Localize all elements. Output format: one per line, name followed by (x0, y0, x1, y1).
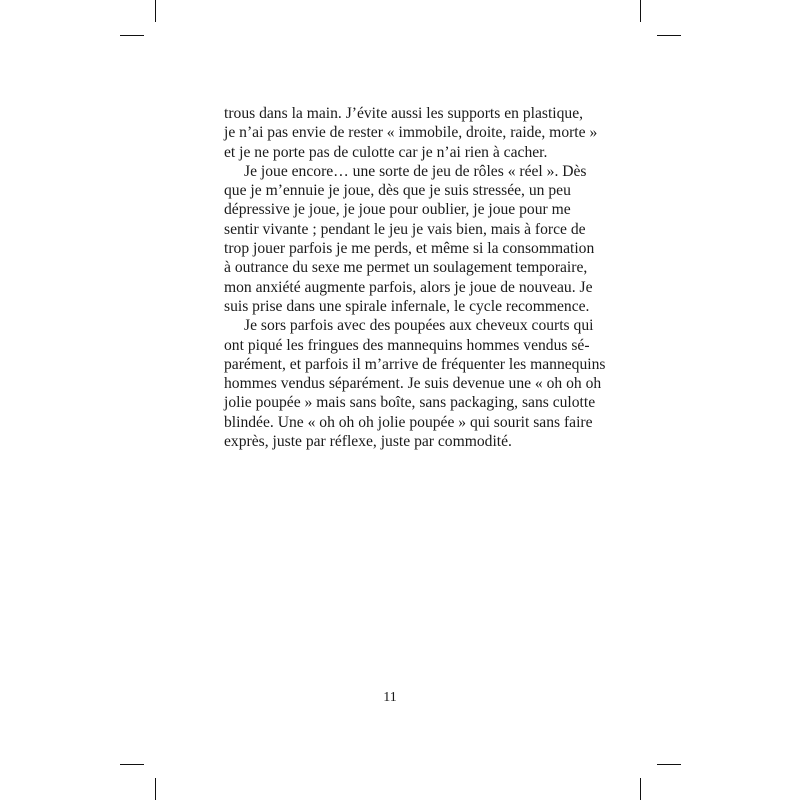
crop-mark-top-left-horizontal (120, 35, 144, 36)
paragraph-1 (224, 104, 598, 162)
crop-mark-top-left-vertical (155, 0, 156, 22)
text-line: blindée. Une « oh oh oh jolie poupée » qui sourit sans faire (224, 413, 593, 431)
crop-mark-bottom-right-vertical (640, 778, 641, 800)
text-line: hommes vendus séparément. Je suis devenue une « oh oh oh (224, 375, 602, 393)
crop-mark-top-right-horizontal (657, 35, 681, 36)
text-line: parément, et parfois il m’arrive de fréquenter les mannequins (224, 355, 606, 373)
text-line: mon anxiété augmente parfois, alors je joue de nouveau. Je (224, 278, 593, 296)
crop-mark-top-right-vertical (640, 0, 641, 22)
text-line: Je sors parfois avec des poupées aux cheveux courts qui (244, 317, 594, 335)
crop-mark-bottom-left-vertical (155, 778, 156, 800)
text-line: exprès, juste par réflexe, juste par commodité. (224, 433, 512, 451)
text-line: à outrance du sexe me permet un soulagement temporaire, (224, 259, 588, 277)
text-line: et je ne porte pas de culotte car je n’ai rien à cacher. (224, 143, 548, 161)
text-line: que je m’ennuie je joue, dès que je suis stressée, un peu (224, 182, 571, 200)
text-line: ont piqué les fringues des mannequins hommes vendus sé- (224, 336, 590, 354)
paragraph-2 (224, 162, 595, 316)
text-line: trop jouer parfois je me perds, et même si la consommation (224, 240, 595, 258)
body-text (224, 104, 606, 451)
text-line: Je joue encore… une sorte de jeu de rôles « réel ». Dès (244, 162, 587, 180)
text-line: trous dans la main. J’évite aussi les supports en plastique, (224, 105, 584, 122)
crop-mark-bottom-left-horizontal (120, 764, 144, 765)
paragraph-3 (224, 316, 606, 451)
text-line: dépressive je joue, je joue pour oublier, je joue pour me (224, 201, 571, 219)
text-line: jolie poupée » mais sans boîte, sans packaging, sans culotte (224, 394, 596, 412)
text-line: suis prise dans une spirale infernale, le cycle recommence. (224, 297, 590, 315)
text-line: je n’ai pas envie de rester « immobile, droite, raide, morte » (224, 124, 598, 142)
page-number: 11 (383, 690, 397, 705)
text-line: sentir vivante ; pendant le jeu je vais bien, mais à force de (224, 220, 586, 238)
crop-mark-bottom-right-horizontal (657, 764, 681, 765)
